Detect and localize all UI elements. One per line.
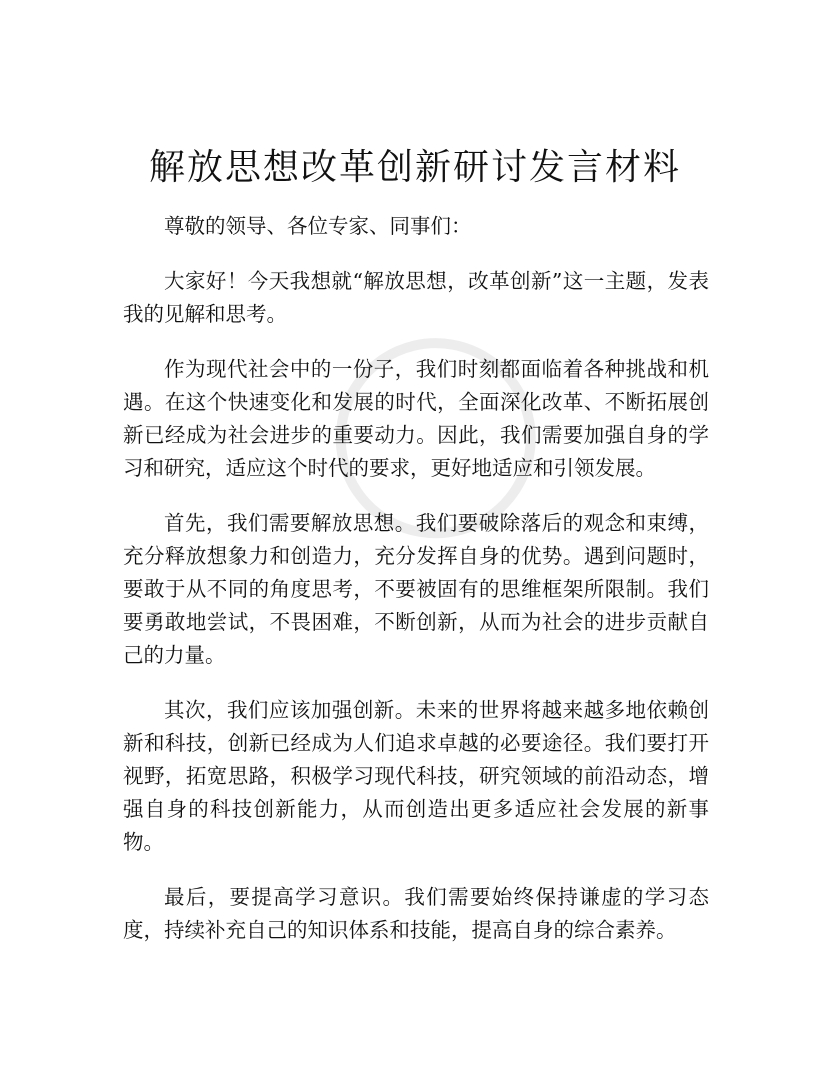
salutation-paragraph: 尊敬的领导、各位专家、同事们： xyxy=(164,214,472,238)
body-paragraph: 首先，我们需要解放思想。我们要破除落后的观念和束缚，充分释放想象力和创造力，充分发挥自身的优势。遇到问题时，要敢于从不同的角度思考，不要被固有的思维框架所限制。我们要勇敢地尝试，不畏困难，不断创新，从而为社会的进步贡献自己的力量。 xyxy=(123,511,709,667)
document-body xyxy=(123,210,709,969)
body-paragraph: 其次，我们应该加强创新。未来的世界将越来越多地依赖创新和科技，创新已经成为人们追求卓越的必要途径。我们要打开视野，拓宽思路，积极学习现代科技，研究领域的前沿动态，增强自身的科技创新能力，从而创造出更多适应社会发展的新事物。 xyxy=(123,698,709,854)
document-title: 解放思想改革创新研讨发言材料 xyxy=(148,147,681,188)
body-paragraph: 作为现代社会中的一份子，我们时刻都面临着各种挑战和机遇。在这个快速变化和发展的时代，全面深化改革、不断拓展创新已经成为社会进步的重要动力。因此，我们需要加强自身的学习和研究，适应这个时代的要求，更好地适应和引领发展。 xyxy=(123,357,709,480)
body-paragraph: 最后，要提高学习意识。我们需要始终保持谦虚的学习态度，持续补充自己的知识体系和技能，提高自身的综合素养。 xyxy=(123,885,709,942)
body-paragraph: 大家好！今天我想就“解放思想，改革创新”这一主题，发表我的见解和思考。 xyxy=(123,269,709,326)
